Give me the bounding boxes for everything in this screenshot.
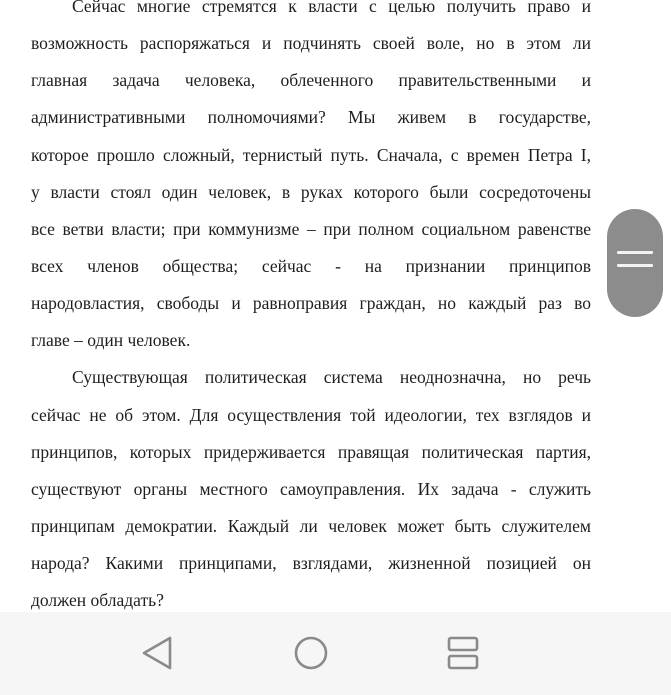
text-line: всех членов общества; сейчас - на признании принципов [31,255,591,276]
text-line: принципам демократии. Каждый ли человек может быть служителем [31,515,591,536]
drag-handle-icon [617,264,653,267]
text-line: народовластия, свободы и равноправия граждан, но каждый раз во [31,293,591,314]
text-line: должен обладать? [31,590,164,611]
text-line: сейчас не об этом. Для осуществления той идеологии, тех взглядов и [31,404,591,425]
text-line: все ветви власти; при коммунизме – при полном социальном равенстве [31,218,591,239]
triangle-back-icon [132,630,182,676]
circle-home-icon [286,630,336,676]
recent-apps-button[interactable] [438,630,488,676]
text-line: которое прошло сложный, тернистый путь. Сначала, с времен Петра I, [31,144,591,165]
text-line: существуют органы местного самоуправления. Их задача - служить [31,478,591,499]
text-line: административными полномочиями? Мы живем в государстве, [31,107,591,128]
text-line: Существующая политическая система неоднозначна, но речь [72,367,591,388]
text-line: Сейчас многие стремятся к власти с целью получить право и [72,0,591,16]
drag-handle-icon [617,251,653,254]
text-line: у власти стоял один человек, в руках которого были сосредоточены [31,181,591,202]
document-text [31,0,591,619]
text-line: возможность распоряжаться и подчинять своей воле, но в этом ли [31,33,591,54]
scroll-handle[interactable] [607,209,663,317]
system-navigation-bar [0,612,671,695]
text-line: принципов, которых придерживается правящая политическая партия, [31,441,591,462]
text-line: народа? Какими принципами, взглядами, жизненной позицией он [31,553,591,574]
text-line: главе – один человек. [31,330,191,351]
recent-apps-icon [438,630,488,676]
back-button[interactable] [132,630,182,676]
text-line: главная задача человека, облеченного правительственными и [31,70,591,91]
home-button[interactable] [286,630,336,676]
